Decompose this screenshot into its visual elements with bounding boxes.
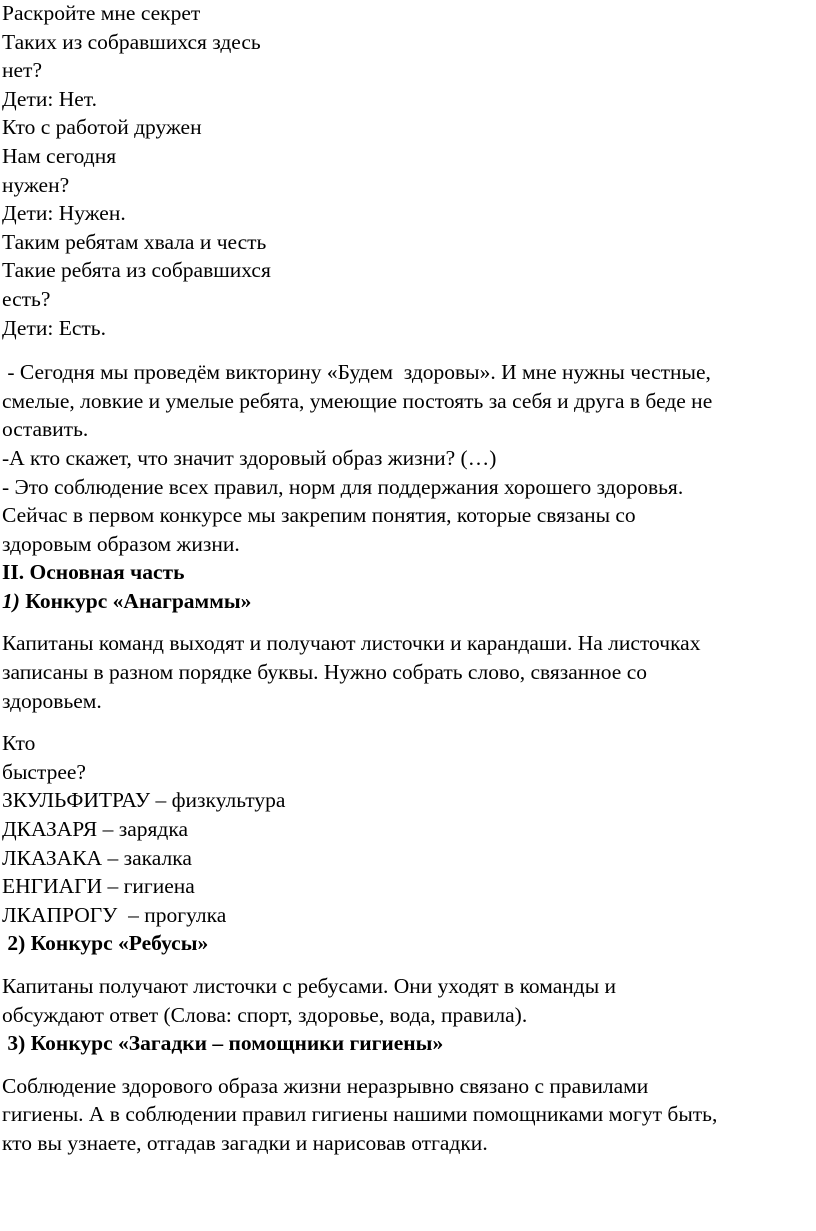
poem-line: Дети: Нужен. (2, 201, 126, 226)
anagram-list (2, 729, 816, 929)
anagram-item: ЕНГИАГИ – гигиена (2, 874, 195, 899)
poem-line: Раскройте мне секрет (2, 1, 201, 25)
intro-paragraph (2, 358, 816, 558)
contest-2-heading: 2) Конкурс «Ребусы» (2, 931, 209, 956)
contest-1-number: 1) (2, 588, 20, 613)
description-line: записаны в разном порядке буквы. Нужно собрать слово, связанное со (2, 660, 648, 685)
intro-line: - Сегодня мы проведём викторину «Будем здоровы». И мне нужны честные, (2, 360, 711, 385)
intro-line: смелые, ловкие и умелые ребята, умеющие постоять за себя и друга в беде не (2, 388, 713, 413)
question-line: быстрее? (2, 759, 86, 784)
description-line: Капитаны получают листочки с ребусами. Они уходят в команды и (2, 974, 617, 998)
intro-line: Сейчас в первом конкурсе мы закрепим понятия, которые связаны со (2, 503, 636, 528)
intro-line: -А кто скажет, что значит здоровый образ жизни? (…) (2, 445, 497, 470)
contest-1-heading (2, 587, 816, 616)
description-line: Капитаны команд выходят и получают листочки и карандаши. На листочках (2, 631, 701, 656)
section-heading: II. Основная часть (2, 560, 185, 585)
contest-3-description (2, 1072, 816, 1158)
poem-line: Такие ребята из собравшихся (2, 258, 271, 283)
contest-1-description (2, 629, 816, 715)
poem-line: есть? (2, 286, 51, 311)
description-line: гигиены. А в соблюдении правил гигиены нашими помощниками могут быть, (2, 1102, 718, 1127)
anagram-item: ДКАЗАРЯ – зарядка (2, 817, 189, 842)
poem-line: нет? (2, 58, 42, 83)
anagram-item: ЗКУЛЬФИТРАУ – физкультура (2, 788, 286, 813)
contest-2-description (2, 972, 816, 1029)
poem-line: Нам сегодня (2, 143, 117, 168)
description-line: кто вы узнаете, отгадав загадки и нарисовав отгадки. (2, 1130, 488, 1155)
poem-line: Таким ребятам хвала и честь (2, 229, 267, 254)
contest-3-heading: 3) Конкурс «Загадки – помощники гигиены» (2, 1031, 444, 1056)
description-line: здоровьем. (2, 688, 102, 713)
poem-line: Дети: Нет. (2, 86, 97, 111)
description-line: обсуждают ответ (Слова: спорт, здоровье, вода, правила). (2, 1002, 528, 1027)
poem (2, 0, 816, 342)
intro-line: - Это соблюдение всех правил, норм для поддержания хорошего здоровья. (2, 474, 684, 499)
intro-line: здоровым образом жизни. (2, 531, 240, 556)
poem-line: Таких из собравшихся здесь (2, 29, 261, 54)
intro-line: оставить. (2, 417, 89, 442)
anagram-item: ЛКАЗАКА – закалка (2, 845, 192, 870)
poem-line: Кто с работой дружен (2, 115, 202, 140)
description-line: Соблюдение здорового образа жизни неразрывно связано с правилами (2, 1073, 649, 1098)
poem-line: нужен? (2, 172, 70, 197)
poem-line: Дети: Есть. (2, 315, 106, 340)
question-line: Кто (2, 731, 36, 756)
contest-1-title: Конкурс «Анаграммы» (19, 588, 252, 613)
anagram-item: ЛКАПРОГУ – прогулка (2, 902, 227, 927)
